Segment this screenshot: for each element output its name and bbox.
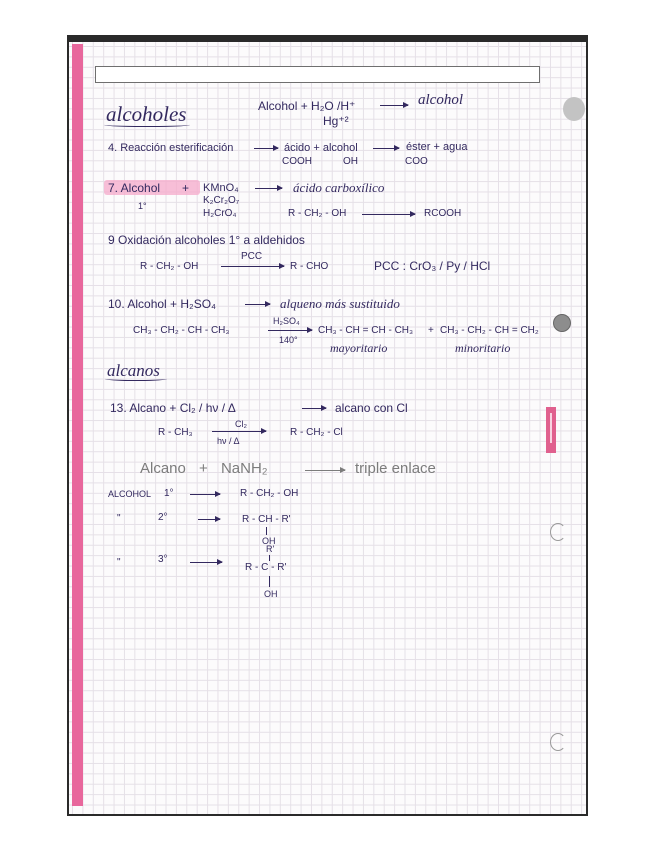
reaction-arrow xyxy=(362,214,415,215)
pencil-note-reactants: Alcano + NaNH₂ xyxy=(140,460,268,477)
brand-tab xyxy=(546,407,556,453)
oxidant-kmno4: KMnO₄ xyxy=(203,182,239,194)
halogenation-product: alcano con Cl xyxy=(335,401,408,415)
primary-alcohol-formula: R - CH₂ - OH xyxy=(140,261,199,272)
primary-alcohol-formula: R - CH₂ - OH xyxy=(288,208,347,219)
minor-product-label: minoritario xyxy=(455,341,511,355)
alcohol-formula: R - C - R' xyxy=(245,562,287,573)
title-underline xyxy=(104,122,190,127)
margin-strip xyxy=(72,44,83,806)
hydroxyl-substituent: OH xyxy=(264,589,278,599)
sulfuric-acid-reagent: H₂SO₄ xyxy=(273,316,300,326)
plus-sign: + xyxy=(182,181,190,195)
dehydration-product: alqueno más sustituido xyxy=(280,296,400,311)
reaction-arrow xyxy=(198,519,220,520)
ditto-mark: " xyxy=(117,557,121,568)
alkyl-substituent: R' xyxy=(266,544,275,554)
acid-group: COOH xyxy=(282,156,312,167)
major-product-label: mayoritario xyxy=(330,341,388,355)
alkane-formula: R - CH₃ xyxy=(158,427,193,438)
halogenation-label: 13. Alcano + Cl₂ / hν / Δ xyxy=(110,401,236,415)
reaction-arrow xyxy=(255,188,282,189)
bond-line xyxy=(266,527,267,535)
chlorine-reagent: Cl₂ xyxy=(235,419,247,429)
reaction-arrow xyxy=(254,148,278,149)
carboxylic-oxidation-label: 7. Alcohol xyxy=(108,181,161,195)
alcohol-degree: 1° xyxy=(164,488,174,499)
reaction-arrow xyxy=(305,470,345,471)
major-product-formula: CH₃ - CH = CH - CH₃ xyxy=(318,325,414,336)
reaction-arrow xyxy=(380,105,408,106)
pcc-reagent: PCC xyxy=(241,251,263,262)
primary-degree-mark: 1° xyxy=(138,201,147,211)
dehydration-label: 10. Alcohol + H₂SO₄ xyxy=(108,297,216,311)
reaction-arrow xyxy=(221,266,284,267)
light-heat-condition: hν / Δ xyxy=(217,436,240,446)
reaction-arrow xyxy=(190,494,220,495)
reaction-arrow xyxy=(212,431,266,432)
esterification-products: éster + agua xyxy=(406,141,468,153)
alcohol-group: OH xyxy=(343,156,358,167)
section-title-alcoholes: alcoholes xyxy=(106,102,187,126)
reaction-arrow xyxy=(373,148,399,149)
hydration-reactants: Alcohol + H₂O /H⁺ xyxy=(258,99,356,113)
binder-hole-shadow xyxy=(563,97,585,121)
hydroxyl-substituent: OH xyxy=(262,536,276,546)
esterification-reactants: ácido + alcohol xyxy=(284,142,358,154)
binder-hole xyxy=(553,314,571,332)
reaction-arrow xyxy=(302,408,326,409)
alcohol-degree: 3° xyxy=(158,554,168,565)
reaction-arrow xyxy=(268,330,312,331)
chloroalkane-formula: R - CH₂ - Cl xyxy=(290,427,343,438)
alcohol-formula: R - CH - R' xyxy=(242,514,291,525)
esterification-label: 4. Reacción esterificación xyxy=(108,142,234,154)
carboxylic-acid-formula: RCOOH xyxy=(424,208,462,219)
header-box xyxy=(95,66,540,83)
minor-product-formula: CH₃ - CH₂ - CH = CH₂ xyxy=(440,325,539,336)
binder-hole-outline xyxy=(550,523,566,541)
bond-line xyxy=(269,576,270,587)
aldehyde-oxidation-label: 9 Oxidación alcoholes 1° a aldehidos xyxy=(108,233,305,247)
carboxylic-product: ácido carboxílico xyxy=(293,180,385,195)
title-underline xyxy=(105,376,167,381)
alcohol-formula: R - CH₂ - OH xyxy=(240,488,299,499)
aldehyde-formula: R - CHO xyxy=(290,261,329,272)
ester-group: COO xyxy=(405,156,428,167)
oxidant-k2cr2o7: K₂Cr₂O₇ xyxy=(203,195,240,206)
reaction-arrow xyxy=(245,304,270,305)
bond-line xyxy=(269,555,270,561)
hydration-product: alcohol xyxy=(418,92,463,108)
alcohol-degree: 2° xyxy=(158,512,168,523)
section-title-alcanos: alcanos xyxy=(107,361,160,380)
reaction-arrow xyxy=(190,562,222,563)
pencil-note-product: triple enlace xyxy=(355,460,436,477)
plus-sign: + xyxy=(428,325,434,336)
ditto-mark: " xyxy=(117,513,121,524)
oxidant-h2cro4: H₂CrO₄ xyxy=(203,208,237,219)
butanol-formula: CH₃ - CH₂ - CH - CH₃ xyxy=(133,325,230,336)
reaction-temperature: 140° xyxy=(279,335,298,345)
pcc-definition: PCC : CrO₃ / Py / HCl xyxy=(374,259,491,273)
alcohol-types-heading: ALCOHOL xyxy=(108,489,152,499)
hydration-catalyst: Hg⁺² xyxy=(323,114,349,128)
binder-hole-outline xyxy=(550,733,566,751)
